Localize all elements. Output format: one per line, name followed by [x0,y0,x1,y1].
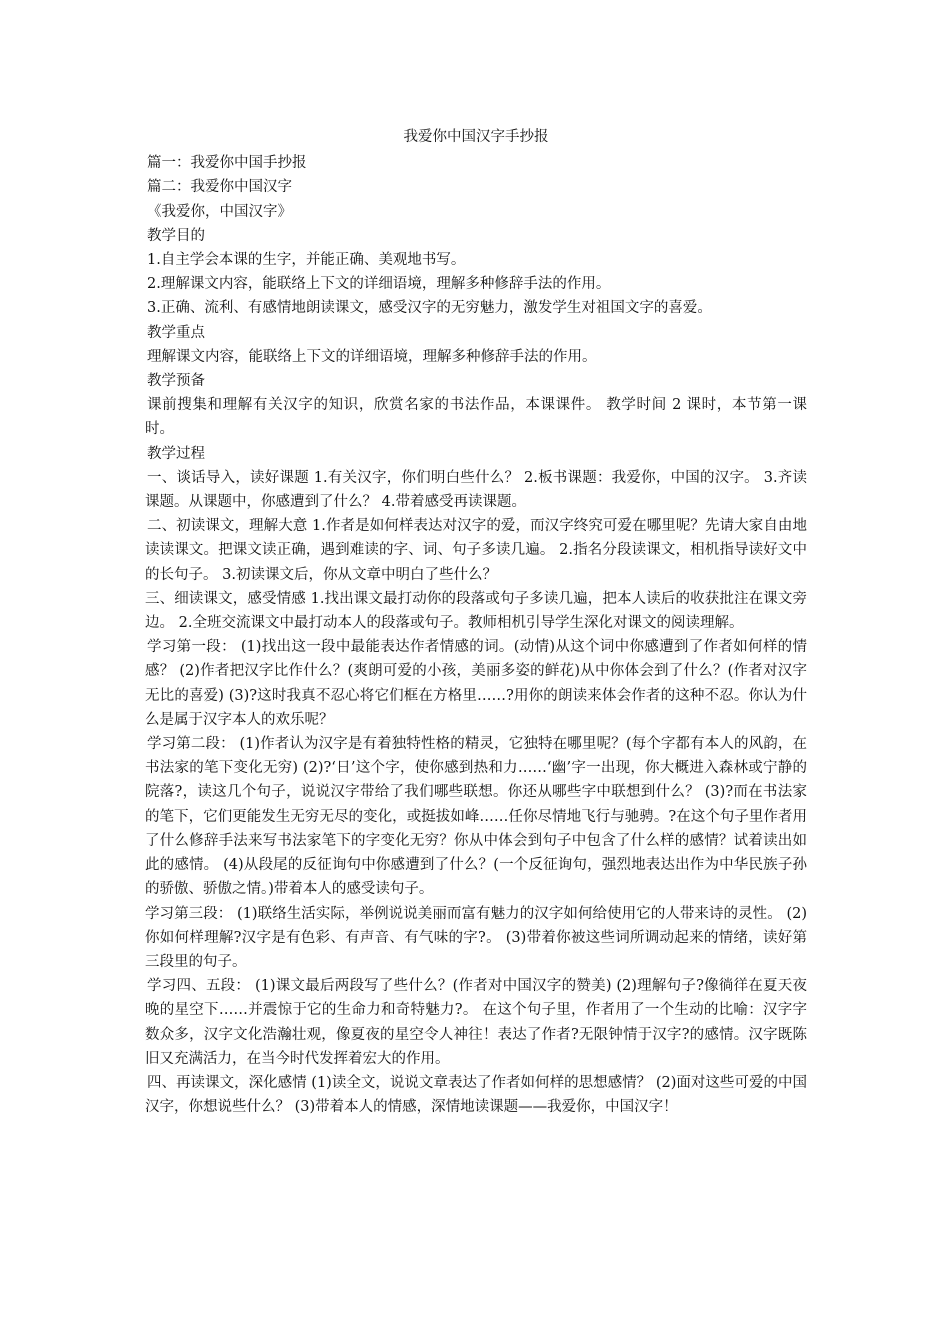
paragraph-preparation-heading: 教学预备 [147,373,205,390]
paragraph-focus-heading: 教学重点 [147,324,205,341]
paragraph-part2-heading: 篇二：我爱你中国汉字 [147,179,292,196]
paragraph-objective-1: 1.自主学会本课的生字，并能正确、美观地书写。 [147,252,466,269]
paragraph-study-section-1: 学习第一段： (1)找出这一段中最能表达作者情感的词。(动情)从这个词中你感遭到了作者如何样的情感？ (2)作者把汉字比作什么？(爽朗可爱的小孩，美丽多姿的鲜花)从中你体会到了什么？(作者对汉字无比的喜爱) (3)?这时我真不忍心将它们框在方格里……?用你的朗读来体会作者的这种不忍。你认为什么是属于汉字本人的欢乐呢？ [145,639,807,728]
document-title: 我爱你中国汉字手抄报 [403,129,549,145]
paragraph-study-section-3: 学习第三段： (1)联络生活实际，举例说说美丽而富有魅力的汉字如何给使用它的人带来诗的灵性。 (2)你如何样理解?汉字是有色彩、有声音、有气味的字?。 (3)带着你被这些词所调动起来的情绪，读好第三段里的句子。 [145,905,807,970]
paragraph-focus-content: 理解课文内容，能联络上下文的详细语境，理解多种修辞手法的作用。 [147,348,597,365]
paragraph-step-3: 三、细读课文，感受情感 1.找出课文最打动你的段落或句子多读几遍，把本人读后的收获批注在课文旁边。 2.全班交流课文中最打动本人的段落或句子。教师相机引导学生深化对课文的阅读理解。 [145,590,807,632]
paragraph-step-4: 四、再读课文，深化感情 (1)读全文，说说文章表达了作者如何样的思想感情？ (2)面对这些可爱的中国汉字，你想说些什么？ (3)带着本人的情感，深情地读课题——我爱你，中国汉字！ [145,1074,807,1116]
document-page [145,125,807,1119]
paragraph-step-2: 二、初读课文，理解大意 1.作者是如何样表达对汉字的爱，而汉字终究可爱在哪里呢？先请大家自由地读读课文。把课文读正确，遇到难读的字、词、句子多读几遍。 2.指名分段读课文，相机指导读好文中的长句子。 3.初读课文后，你从文章中明白了些什么？ [145,518,807,583]
paragraph-study-section-2: 学习第二段： (1)作者认为汉字是有着独特性格的精灵，它独特在哪里呢？(每个字都有本人的风韵，在书法家的笔下变化无穷) (2)?‘日’这个字，使你感到热和力……‘幽’字一出现，你大概进入森林或宁静的院落?，读这几个句子，说说汉字带给了我们哪些联想。你还从哪些字中联想到什么？ (3)?而在书法家的笔下，它们更能发生无穷无尽的变化，或挺拔如峰……任你尽情地飞行与驰骋。?在这个句子里作者用了什么修辞手法来写书法家笔下的字变化无穷？你从中体会到句子中包含了什么样的感情？试着读出如此的感情。 (4)从段尾的反征询句中你感遭到了什么？(一个反征询句，强烈地表达出作为中华民族子孙的骄傲、骄傲之情。)带着本人的感受读句子。 [145,736,807,898]
paragraph-step-1: 一、谈话导入，读好课题 1.有关汉字，你们明白些什么？ 2.板书课题：我爱你，中国的汉字。 3.齐读课题。从课题中，你感遭到了什么？ 4.带着感受再读课题。 [145,469,807,511]
paragraph-part1-heading: 篇一：我爱你中国手抄报 [147,155,307,172]
paragraph-process-heading: 教学过程 [147,445,205,462]
paragraph-objectives-heading: 教学目的 [147,227,205,244]
paragraph-objective-2: 2.理解课文内容，能联络上下文的详细语境，理解多种修辞手法的作用。 [147,276,611,293]
paragraph-study-section-4-5: 学习四、五段： (1)课文最后两段写了些什么？(作者对中国汉字的赞美) (2)理解句子?像徜徉在夏天夜晚的星空下……并震惊于它的生命力和奇特魅力?。 在这个句子里，作者用了一个生动的比喻：汉字字数众多，汉字文化浩瀚壮观，像夏夜的星空令人神往！表达了作者?无限钟情于汉字?的感情。汉字既陈旧又充满活力，在当今时代发挥着宏大的作用。 [145,978,807,1067]
paragraph-objective-3: 3.正确、流利、有感情地朗读课文，感受汉字的无穷魅力，激发学生对祖国文字的喜爱。 [147,300,712,317]
paragraph-lesson-title: 《我爱你，中国汉字》 [147,203,292,220]
paragraph-preparation-content: 课前搜集和理解有关汉字的知识，欣赏名家的书法作品，本课课件。 教学时间 2 课时，本节第一课时。 [145,397,807,438]
